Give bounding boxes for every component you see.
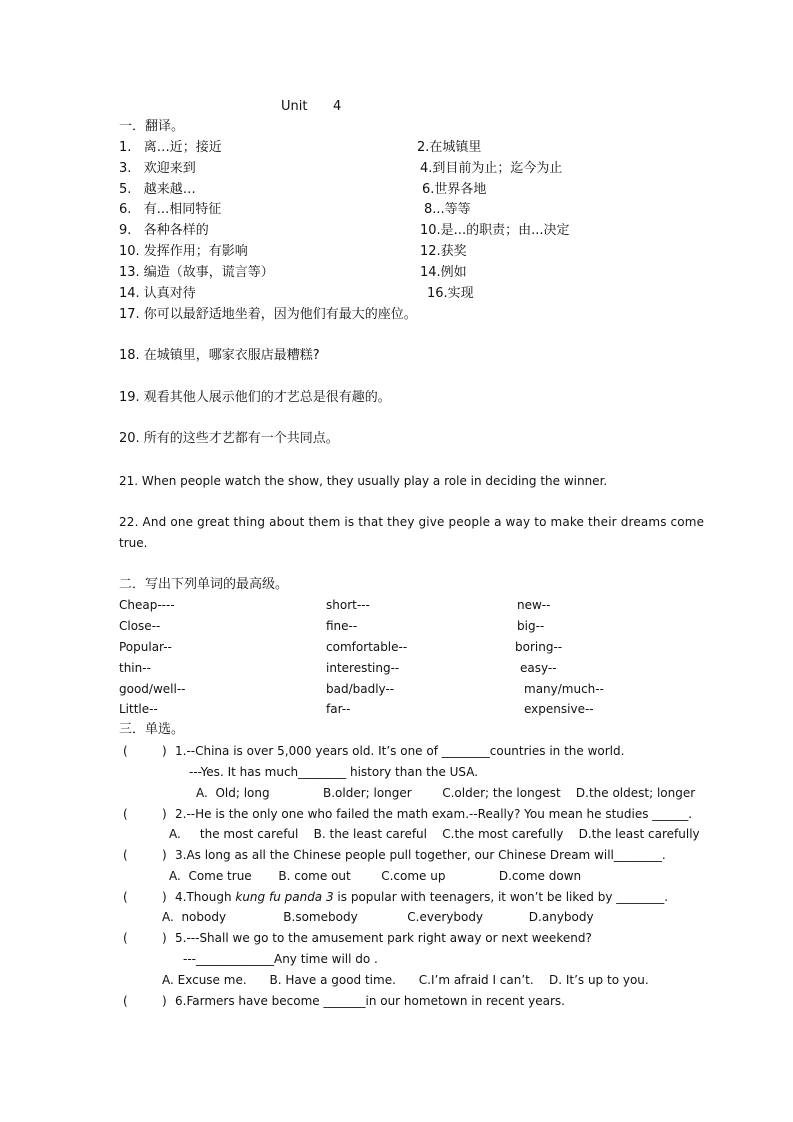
s1-left-item: 3. 欢迎来到 bbox=[119, 161, 196, 176]
question-stem bbox=[175, 888, 668, 906]
s1-right-item: 16.实现 bbox=[427, 286, 474, 301]
s2-word: new-- bbox=[517, 598, 551, 612]
s2-word: Close-- bbox=[119, 619, 161, 633]
question-stem: 5.---Shall we go to the amusement park right away or next weekend? bbox=[175, 931, 592, 945]
s1-sentence: 22. And one great thing about them is that they give people a way to make their dreams come bbox=[119, 515, 705, 529]
s1-left-item: 6. 有...相同特征 bbox=[119, 202, 222, 217]
question-stem: 2.--He is the only one who failed the math exam.--Really? You mean he studies ______. bbox=[175, 807, 693, 821]
s1-left-item: 14. 认真对待 bbox=[119, 286, 196, 301]
stem-part: 4.Though bbox=[175, 890, 236, 904]
question-options: A. Old; long B.older; longer C.older; the longest D.the oldest; longer bbox=[196, 786, 696, 800]
s2-word: expensive-- bbox=[524, 702, 594, 716]
s2-word: far-- bbox=[326, 702, 351, 716]
s2-word: Popular-- bbox=[119, 640, 172, 654]
s1-right-item: 4.到目前为止；迄今为止 bbox=[420, 161, 563, 176]
s2-word: big-- bbox=[517, 619, 545, 633]
s1-right-item: 2.在城镇里 bbox=[417, 140, 482, 155]
s2-word: interesting-- bbox=[326, 661, 400, 675]
s1-left-item: 10. 发挥作用；有影响 bbox=[119, 244, 248, 259]
question-stem: 3.As long as all the Chinese people pull together, our Chinese Dream will________. bbox=[175, 848, 666, 862]
answer-paren: ( ) bbox=[123, 744, 167, 758]
s2-word: thin-- bbox=[119, 661, 151, 675]
s1-sentence: 20. 所有的这些才艺都有一个共同点。 bbox=[119, 431, 339, 446]
s2-word: many/much-- bbox=[524, 682, 604, 696]
answer-paren: ( ) bbox=[123, 931, 167, 945]
question-options: A. the most careful B. the least careful C.the most carefully D.the least carefully bbox=[169, 827, 700, 841]
stem-part: is popular with teenagers, it won’t be liked by ________. bbox=[333, 890, 669, 904]
s1-right-item: 6.世界各地 bbox=[422, 182, 487, 197]
s2-word: short--- bbox=[326, 598, 370, 612]
s1-sentence: 18. 在城镇里，哪家衣服店最糟糕? bbox=[119, 348, 320, 363]
s1-sentence: 21. When people watch the show, they usually play a role in deciding the winner. bbox=[119, 474, 608, 488]
s1-right-item: 12.获奖 bbox=[420, 244, 467, 259]
s1-left-item: 1. 离…近；接近 bbox=[119, 140, 222, 155]
question-options: A. Excuse me. B. Have a good time. C.I’m afraid I can’t. D. It’s up to you. bbox=[162, 973, 649, 987]
s1-right-item: 14.例如 bbox=[420, 265, 467, 280]
answer-paren: ( ) bbox=[123, 848, 167, 862]
unit-title-number: 4 bbox=[333, 99, 342, 114]
s2-word: Little-- bbox=[119, 702, 158, 716]
question-options: A. nobody B.somebody C.everybody D.anybody bbox=[162, 910, 594, 924]
answer-paren: ( ) bbox=[123, 890, 167, 904]
s1-right-item: 8...等等 bbox=[424, 202, 471, 217]
question-stem: 1.--China is over 5,000 years old. It’s one of ________countries in the world. bbox=[175, 744, 625, 758]
s1-left-item: 9. 各种各样的 bbox=[119, 223, 209, 238]
s1-sentence: 19. 观看其他人展示他们的才艺总是很有趣的。 bbox=[119, 390, 391, 405]
s1-sentence: 17. 你可以最舒适地坐着，因为他们有最大的座位。 bbox=[119, 307, 417, 322]
section3-heading: 三．单选。 bbox=[119, 722, 185, 737]
s1-left-item: 13. 编造（故事，谎言等） bbox=[119, 265, 274, 280]
s2-word: good/well-- bbox=[119, 682, 186, 696]
answer-paren: ( ) bbox=[123, 807, 167, 821]
s1-right-item: 10.是...的职责；由...决定 bbox=[420, 223, 570, 238]
unit-title-word: Unit bbox=[281, 99, 308, 114]
question-stem: 6.Farmers have become _______in our hometown in recent years. bbox=[175, 994, 565, 1008]
s2-word: easy-- bbox=[520, 661, 557, 675]
movie-title: kung fu panda 3 bbox=[235, 890, 334, 904]
s2-word: Cheap---- bbox=[119, 598, 175, 612]
section2-heading: 二．写出下列单词的最高级。 bbox=[119, 577, 289, 592]
question-line: ---Yes. It has much________ history than the USA. bbox=[189, 765, 479, 779]
section1-heading: 一．翻译。 bbox=[119, 119, 185, 134]
s2-word: comfortable-- bbox=[326, 640, 408, 654]
s2-word: fine-- bbox=[326, 619, 358, 633]
question-options: A. Come true B. come out C.come up D.come down bbox=[169, 869, 582, 883]
s2-word: boring-- bbox=[515, 640, 563, 654]
question-line: ---_____________Any time will do . bbox=[183, 952, 378, 966]
s2-word: bad/badly-- bbox=[326, 682, 395, 696]
s1-left-item: 5. 越来越… bbox=[119, 182, 196, 197]
s1-sentence: true. bbox=[119, 536, 148, 550]
answer-paren: ( ) bbox=[123, 994, 167, 1008]
